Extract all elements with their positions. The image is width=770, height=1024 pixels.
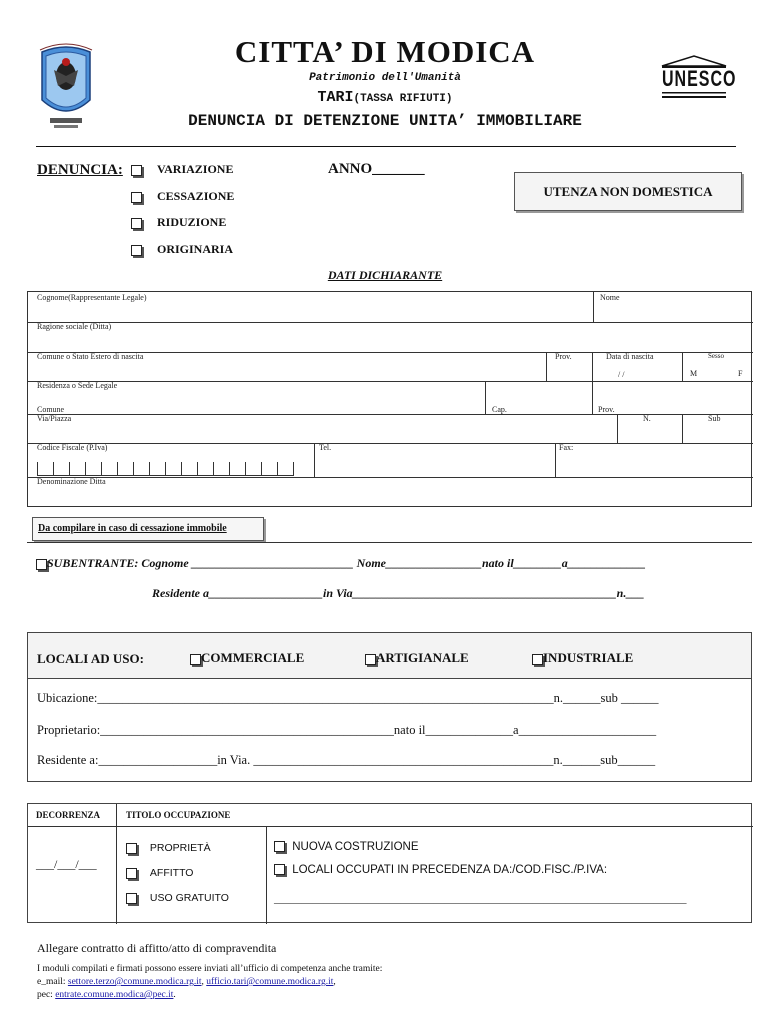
sesso-f[interactable]: F bbox=[738, 369, 743, 378]
form-title: DENUNCIA DI DETENZIONE UNITA’ IMMOBILIARE bbox=[188, 112, 582, 130]
nuova-costruzione[interactable] bbox=[274, 841, 419, 853]
nome-label: Nome bbox=[600, 293, 620, 302]
nuova-costruzione-checkbox[interactable] bbox=[274, 841, 285, 852]
residente-line[interactable]: Residente a___________________in Via____________________________________________n.___ bbox=[152, 586, 645, 600]
proprieta-label: PROPRIETÀ bbox=[149, 842, 211, 854]
moduli-note: I moduli compilati e firmati possono essere inviati all’ufficio di competenza anche tramite: bbox=[37, 964, 383, 974]
locali-occupati[interactable] bbox=[274, 864, 607, 876]
codice-fiscale-box-divider bbox=[213, 462, 214, 476]
industriale-label: INDUSTRIALE bbox=[543, 650, 634, 665]
cessazione-divider bbox=[27, 542, 752, 543]
variazione-checkbox[interactable] bbox=[131, 165, 142, 176]
codice-fiscale-box-divider bbox=[229, 462, 230, 476]
unesco-text: UNESCO bbox=[662, 68, 737, 92]
prov-nascita-label: Prov. bbox=[555, 352, 572, 361]
anno-field[interactable]: ANNO_______ bbox=[328, 161, 425, 177]
dati-dichiarante-title: DATI DICHIARANTE bbox=[327, 268, 443, 282]
denuncia-label: DENUNCIA: bbox=[37, 162, 123, 178]
codice-fiscale-box-divider bbox=[53, 462, 54, 476]
codice-fiscale-box-divider bbox=[261, 462, 262, 476]
unesco-logo bbox=[660, 54, 737, 100]
locali-occupati-checkbox[interactable] bbox=[274, 864, 285, 875]
titolo-affitto[interactable] bbox=[126, 867, 193, 879]
codice-fiscale-box-divider bbox=[277, 462, 278, 476]
sub-label: Sub bbox=[708, 414, 721, 423]
email-prefix: e_mail: bbox=[37, 977, 68, 987]
comune-nascita-label: Comune o Stato Estero di nascita bbox=[37, 352, 144, 361]
sesso-label: Sesso bbox=[708, 352, 724, 360]
occupazione-table bbox=[27, 803, 752, 923]
cessazione-tab: Da compilare in caso di cessazione immobile bbox=[32, 517, 264, 541]
pec-link[interactable]: entrate.comune.modica@pec.it bbox=[55, 990, 174, 1000]
locali-occupati-blank-line[interactable]: ___________________________________________________________________________ bbox=[274, 893, 687, 905]
denominazione-label: Denominazione Ditta bbox=[37, 477, 106, 486]
codice-fiscale-box-divider bbox=[165, 462, 166, 476]
codice-fiscale-box-divider bbox=[181, 462, 182, 476]
titolo-occupazione-header: TITOLO OCCUPAZIONE bbox=[126, 810, 231, 820]
tari-paren: (TASSA RIFIUTI) bbox=[353, 93, 453, 105]
riduzione-checkbox[interactable] bbox=[131, 218, 142, 229]
pec-line bbox=[37, 990, 176, 1000]
cessazione-checkbox[interactable] bbox=[131, 192, 142, 203]
codice-fiscale-box-divider bbox=[245, 462, 246, 476]
subentrante-line[interactable] bbox=[36, 556, 646, 571]
tari-word: TARI bbox=[317, 89, 354, 106]
codice-fiscale-box-divider bbox=[37, 462, 38, 476]
email-line bbox=[37, 977, 336, 987]
email-link-settore[interactable]: settore.terzo@comune.modica.rg.it bbox=[67, 977, 202, 987]
codice-fiscale-box-divider bbox=[85, 462, 86, 476]
pec-prefix: pec: bbox=[37, 990, 56, 1000]
codice-fiscale-box-divider bbox=[101, 462, 102, 476]
locali-occupati-label: LOCALI OCCUPATI IN PRECEDENZA DA:/COD.FISC./P.IVA: bbox=[292, 864, 608, 876]
titolo-uso-gratuito[interactable] bbox=[126, 892, 229, 904]
codice-fiscale-box-divider bbox=[133, 462, 134, 476]
proprieta-checkbox[interactable] bbox=[126, 843, 137, 854]
denuncia-option-originaria[interactable] bbox=[131, 242, 233, 257]
codice-fiscale-box-divider bbox=[197, 462, 198, 476]
cap-label: Cap. bbox=[492, 405, 507, 414]
industriale-checkbox[interactable] bbox=[532, 654, 543, 665]
uso-gratuito-checkbox[interactable] bbox=[126, 893, 137, 904]
header-divider bbox=[36, 146, 736, 147]
commerciale-label: COMMERCIALE bbox=[201, 650, 305, 665]
affitto-label: AFFITTO bbox=[149, 867, 194, 879]
data-nascita-label: Data di nascita bbox=[606, 352, 654, 361]
locali-label: LOCALI AD USO: bbox=[37, 651, 144, 666]
email-link-tari[interactable]: ufficio.tari@comune.modica.rg.it bbox=[206, 977, 334, 987]
artigianale-label: ARTIGIANALE bbox=[376, 650, 469, 665]
data-nascita-slashes[interactable]: / / bbox=[618, 370, 625, 379]
denuncia-option-variazione[interactable] bbox=[131, 162, 233, 177]
email-separator: , bbox=[201, 977, 207, 987]
sesso-m[interactable]: M bbox=[690, 369, 698, 378]
decorrenza-date[interactable]: ___/___/___ bbox=[36, 857, 97, 871]
codice-fiscale-box-divider bbox=[69, 462, 70, 476]
denuncia-option-cessazione[interactable] bbox=[131, 189, 234, 204]
residenza-label: Residenza o Sede Legale bbox=[37, 381, 118, 390]
comune-label: Comune bbox=[37, 405, 65, 414]
allegare-note: Allegare contratto di affitto/atto di compravendita bbox=[37, 941, 277, 955]
locali-option-industriale[interactable] bbox=[532, 650, 633, 666]
uso-gratuito-label: USO GRATUITO bbox=[149, 892, 229, 904]
fax-label: Fax: bbox=[559, 443, 574, 452]
codice-fiscale-boxes[interactable] bbox=[37, 462, 293, 476]
codice-fiscale-box-divider bbox=[117, 462, 118, 476]
decorrenza-header: DECORRENZA bbox=[36, 810, 101, 820]
tari-heading bbox=[0, 88, 770, 106]
via-label: Via/Piazza bbox=[37, 414, 72, 423]
locali-residente-line[interactable]: Residente a:___________________in Via. ________________________________________________n.______sub______ bbox=[37, 753, 656, 767]
codice-fiscale-box-divider bbox=[149, 462, 150, 476]
nuova-costruzione-label: NUOVA COSTRUZIONE bbox=[292, 841, 419, 853]
titolo-proprieta[interactable] bbox=[126, 842, 211, 854]
utenza-box: UTENZA NON DOMESTICA bbox=[514, 172, 742, 211]
locali-option-artigianale[interactable] bbox=[365, 650, 469, 666]
proprietario-line[interactable]: Proprietario:_______________________________________________nato il______________a______________________ bbox=[37, 723, 657, 737]
cognome-label: Cognome(Rappresentante Legale) bbox=[37, 293, 147, 302]
riduzione-label: RIDUZIONE bbox=[157, 215, 227, 229]
subentrante-text: SUBENTRANTE: Cognome ___________________________ Nome________________nato il________a_____________ bbox=[47, 556, 646, 570]
affitto-checkbox[interactable] bbox=[126, 868, 137, 879]
subentrante-checkbox[interactable] bbox=[36, 559, 47, 570]
artigianale-checkbox[interactable] bbox=[365, 654, 376, 665]
commerciale-checkbox[interactable] bbox=[190, 654, 201, 665]
cessazione-label: CESSAZIONE bbox=[157, 189, 235, 203]
denuncia-option-riduzione[interactable] bbox=[131, 215, 226, 230]
prov-residenza-label: Prov. bbox=[598, 405, 615, 414]
dichiarante-table bbox=[27, 291, 752, 507]
ubicazione-line[interactable]: Ubicazione:_________________________________________________________________________n.______sub ______ bbox=[37, 691, 659, 705]
tel-label: Tel. bbox=[319, 443, 332, 452]
variazione-label: VARIAZIONE bbox=[157, 162, 234, 176]
locali-option-commerciale[interactable] bbox=[190, 650, 304, 666]
pec-suffix: . bbox=[173, 990, 176, 1000]
codice-fiscale-box-divider bbox=[293, 462, 294, 476]
codice-fiscale-label: Codice Fiscale (P.Iva) bbox=[37, 443, 108, 452]
page-title: CITTA’ DI MODICA bbox=[234, 34, 536, 69]
originaria-label: ORIGINARIA bbox=[157, 242, 234, 256]
email-suffix: , bbox=[333, 977, 336, 987]
originaria-checkbox[interactable] bbox=[131, 245, 142, 256]
page-subtitle: Patrimonio dell'Umanità bbox=[309, 72, 461, 84]
numero-label: N. bbox=[643, 414, 651, 423]
ragione-sociale-label: Ragione sociale (Ditta) bbox=[37, 322, 112, 331]
